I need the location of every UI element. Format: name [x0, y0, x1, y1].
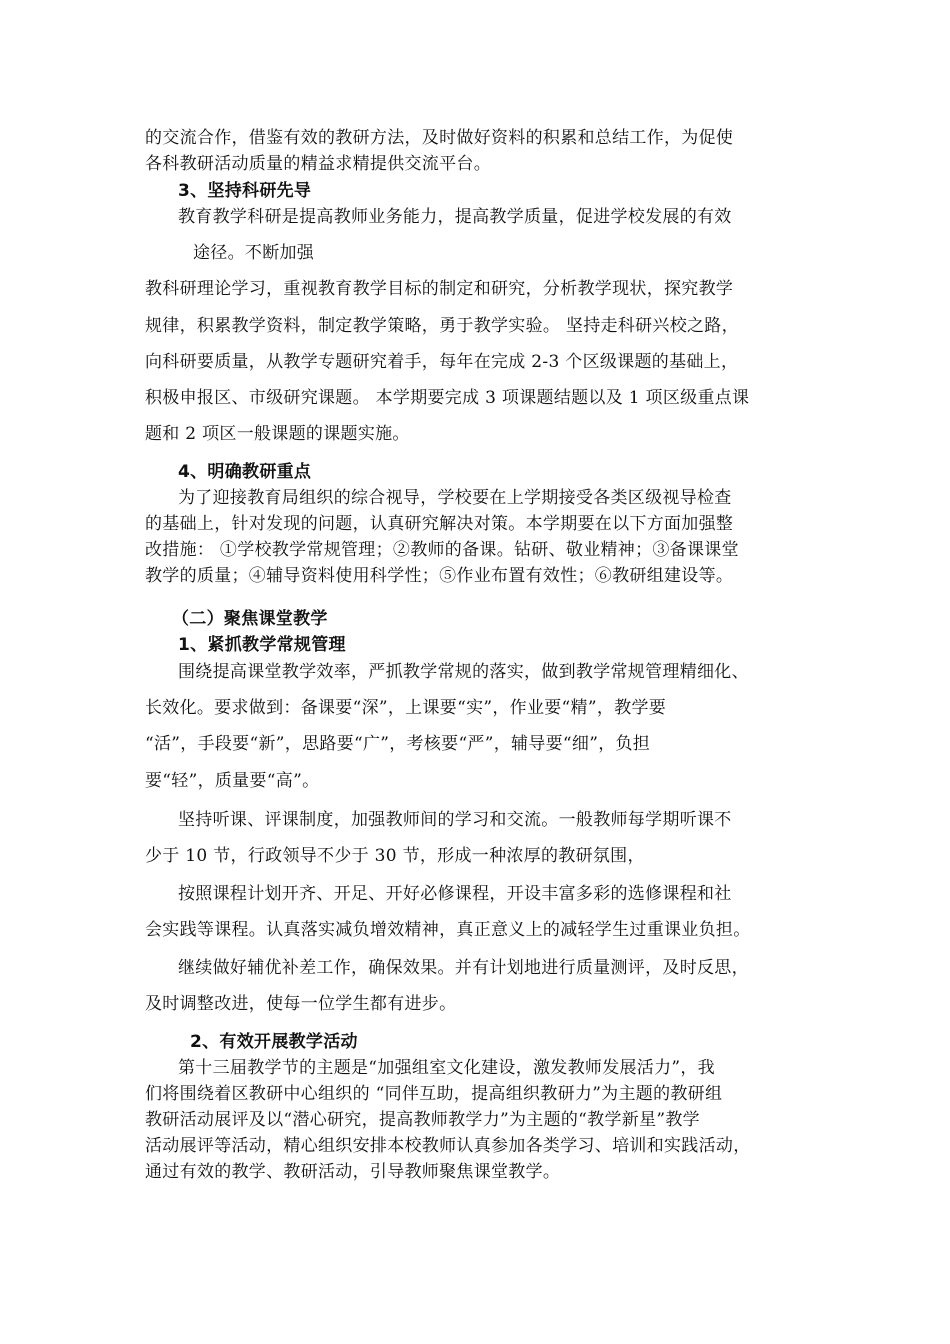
activities-line-5: 通过有效的教学、教研活动，引导教师聚焦课堂教学。: [145, 1162, 561, 1182]
curriculum-line-2: 会实践等课程。认真落实减负增效精神，真正意义上的减轻学生过重课业负担。: [145, 920, 751, 940]
heading-focus: 4、明确教研重点: [178, 462, 312, 482]
heading-section-2: （二）聚焦课堂教学: [172, 609, 328, 629]
routine-line-4: 要“轻”，质量要“高”。: [145, 771, 320, 791]
lesson-observation-line-2: 少于 10 节，行政领导不少于 30 节，形成一种浓厚的教研氛围，: [145, 846, 645, 866]
heading-research: 3、坚持科研先导: [178, 181, 312, 201]
intro-line-2: 各科教研活动质量的精益求精提供交流平台。: [145, 154, 491, 174]
research-line-4: 规律，积累教学资料，制定教学策略，勇于教学实验。 坚持走科研兴校之路，: [145, 316, 739, 336]
tutoring-line-1: 继续做好辅优补差工作，确保效果。并有计划地进行质量测评，及时反思，: [178, 958, 749, 978]
activities-line-1: 第十三届教学节的主题是“加强组室文化建设，激发教师发展活力”，我: [178, 1058, 715, 1078]
routine-line-3: “活”，手段要“新”，思路要“广”，考核要“严”，辅导要“细”，负担: [145, 734, 651, 754]
intro-line-1: 的交流合作，借鉴有效的教研方法，及时做好资料的积累和总结工作，为促使: [145, 128, 734, 148]
curriculum-line-1: 按照课程计划开齐、开足、开好必修课程，开设丰富多彩的选修课程和社: [178, 884, 732, 904]
research-line-7: 题和 2 项区一般课题的课题实施。: [145, 424, 410, 444]
routine-line-2: 长效化。要求做到：备课要“深”，上课要“实”，作业要“精”，教学要: [145, 698, 667, 718]
focus-line-1: 为了迎接教育局组织的综合视导，学校要在上学期接受各类区级视导检查: [178, 488, 732, 508]
heading-teaching-activities: 2、有效开展教学活动: [190, 1032, 358, 1052]
activities-line-4: 活动展评等活动，精心组织安排本校教师认真参加各类学习、培训和实践活动，: [145, 1136, 751, 1156]
focus-line-2: 的基础上，针对发现的问题，认真研究解决对策。本学期要在以下方面加强整: [145, 514, 734, 534]
routine-line-1: 围绕提高课堂教学效率，严抓教学常规的落实，做到教学常规管理精细化、: [178, 662, 749, 682]
research-line-6: 积极申报区、市级研究课题。 本学期要完成 3 项课题结题以及 1 项区级重点课: [145, 388, 750, 408]
activities-line-3: 教研活动展评及以“潜心研究，提高教师教学力”为主题的“教学新星”教学: [145, 1110, 700, 1130]
research-line-1: 教育教学科研是提高教师业务能力，提高教学质量，促进学校发展的有效: [178, 207, 732, 227]
activities-line-2: 们将围绕着区教研中心组织的 “同伴互助，提高组织教研力”为主题的教研组: [145, 1084, 723, 1104]
heading-routine-management: 1、紧抓教学常规管理: [178, 635, 346, 655]
research-line-3: 教科研理论学习，重视教育教学目标的制定和研究，分析教学现状，探究教学: [145, 279, 734, 299]
research-line-5: 向科研要质量，从教学专题研究着手，每年在完成 2-3 个区级课题的基础上，: [145, 352, 739, 372]
focus-line-3: 改措施： ①学校教学常规管理；②教师的备课。钻研、敬业精神；③备课课堂: [145, 540, 739, 560]
research-line-2: 途径。不断加强: [193, 243, 315, 263]
focus-line-4: 教学的质量；④辅导资料使用科学性；⑤作业布置有效性；⑥教研组建设等。: [145, 566, 734, 586]
lesson-observation-line-1: 坚持听课、评课制度，加强教师间的学习和交流。一般教师每学期听课不: [178, 810, 732, 830]
tutoring-line-2: 及时调整改进，使每一位学生都有进步。: [145, 994, 457, 1014]
